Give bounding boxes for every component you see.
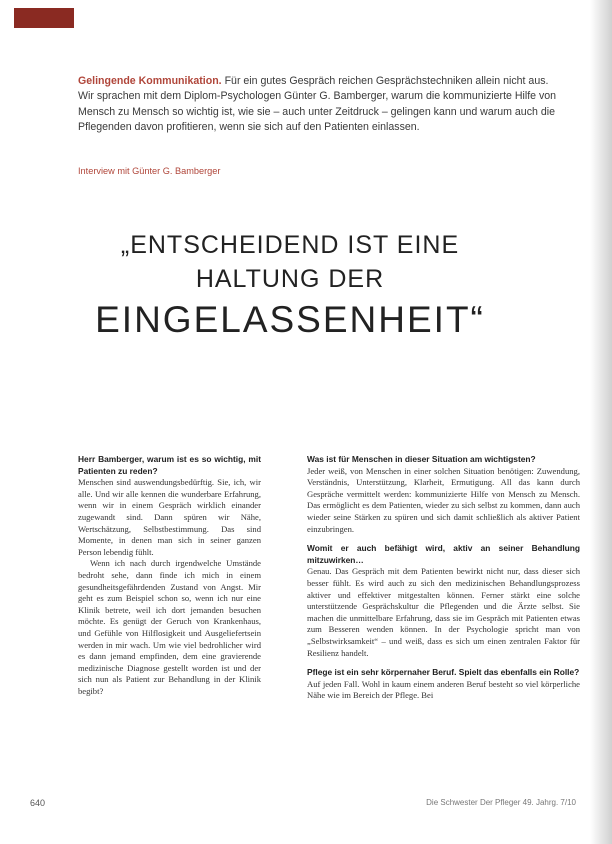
section-color-tab [14,8,74,28]
right-column [307,454,580,702]
question-3: Womit er auch befähigt wird, aktiv an seiner Behandlung mitzuwirken… [307,543,580,565]
answer-paragraph-4: Genau. Das Gespräch mit dem Patienten bewirkt nicht nur, dass dieser sich besser fühlt. Es wird auch zu sich den medizinischen Behandlungsprozess aktiver und effektiver mitgestalten können. Ferner stärkt eine solche unterstützende Gesprächskultur die Pflegenden und die Ärzte selbst. Sie machen die unmittelbare Erfahrung, dass sie im Gespräch mit Patienten etwas zum Besseren wenden können. In der Psychologie spricht man von „Selbstwirksamkeit“ – und weiß, dass es sich um einen zentralen Faktor für Resilienz handelt. [307,566,580,658]
page-number: 640 [30,798,46,808]
answer-paragraph-2: Wenn ich nach durch irgendwelche Umstände bedroht sehe, dann finde ich mich in einem gesundheitsgefährdenden Zustand von Angst. Mir geht es zum Beispiel schon so, wenn ich nur eine Klinik betrete, weil ich dort jemanden besuchen möchte. Es genügt der Geruch von Krankenhaus, und Gefühle von Hilflosigkeit und Ausgeliefertsein werden in mir wach. Um wie viel bedrohlicher wird es dann jemand empfinden, dem eine gravierende medizinische Diagnose gestellt worden ist und der sich nun als Patient zur Behandlung in der Klinik begibt? [78,558,261,696]
headline-line-1: „ENTSCHEIDEND IST EINE [120,231,460,259]
footer-journal: Die Schwester Der Pfleger 49. Jahrg. 7/10 [426,798,576,807]
intro-body: Für ein gutes Gespräch reichen Gesprächstechniken allein nicht aus. Wir sprachen mit dem Diplom-Psychologen Günter G. Bamberger, warum die kommunizierte Hilfe von Mensch zu Mensch so wichtig ist, wie sie – auch unter Zeitdruck – gelingen kann und warum auch die Pflegenden davon profitieren, wenn sie sich auf den Patienten einlassen. [78,75,557,134]
answer-paragraph-1: Menschen sind auswendungsbedürftig. Sie, ich, wir alle. Und wir alle kennen die wunderbare Erfahrung, wenn wir in einem Gespräch wirklich einander zugewandt sind. Dann spüren wir Nähe, Wertschätzung, Selbstbestimmung. Das sind Momente, in denen man sich in seiner ganzen Person lebendig fühlt. [78,477,261,557]
intro-paragraph [78,74,564,136]
headline [40,228,540,344]
question-2: Was ist für Menschen in dieser Situation am wichtigsten? [307,454,536,464]
question-1: Herr Bamberger, warum ist es so wichtig, mit Patienten zu reden? [78,454,261,476]
byline: Interview mit Günter G. Bamberger [78,166,221,176]
intro-lead: Gelingende Kommunikation. [78,75,222,87]
left-column [78,454,261,697]
answer-paragraph-5: Auf jeden Fall. Wohl in kaum einem anderen Beruf besteht so viel körperliche Nähe wie im Bereich der Pflege. Bei [307,678,580,701]
answer-paragraph-3: Jeder weiß, von Menschen in einer solchen Situation benötigen: Zuwendung, Verständnis, Unterstützung, Klarheit, Ermutigung. All das kann durch Gespräche vermittelt werden: kommunizierte Hilfe von Mensch zu Mensch. Das ermöglicht es dem Patienten, wieder zu sich selbst zu kommen, dann auch wieder seine Stärken zu spüren und sich damit schließlich als aktiver Patient einzubringen. [307,465,580,534]
page-edge-shadow [590,0,612,844]
question-4: Pflege ist ein sehr körpernaher Beruf. Spielt das ebenfalls ein Rolle? [307,667,580,678]
headline-line-2: HALTUNG DER [195,265,385,293]
headline-line-3: EINGELASSENHEIT“ [95,299,485,340]
